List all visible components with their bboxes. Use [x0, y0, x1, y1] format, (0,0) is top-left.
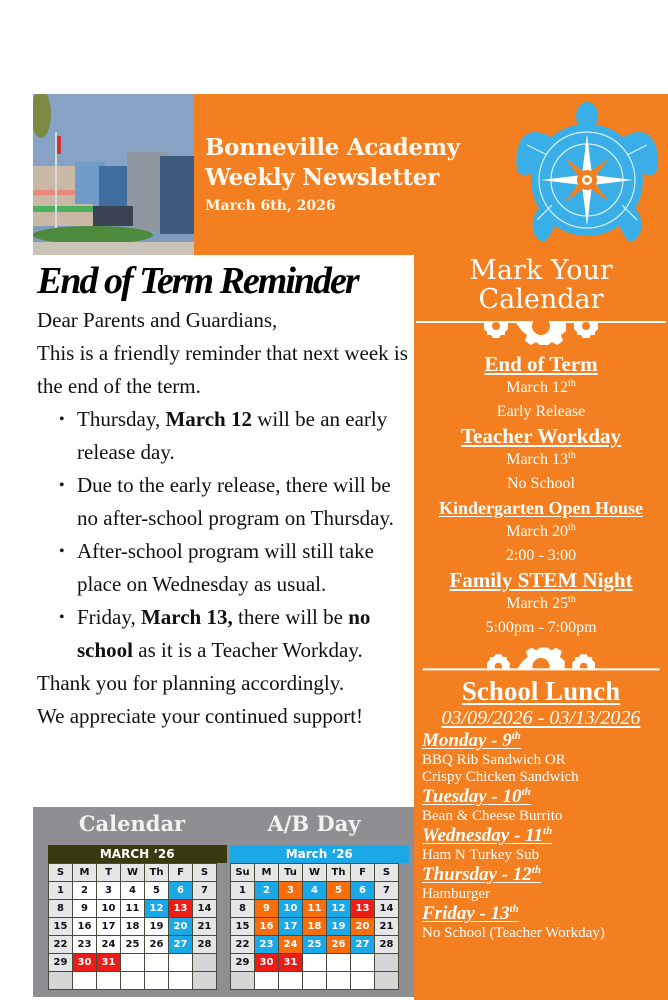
event-detail: 2:00 - 3:00: [505, 547, 577, 564]
closing-line: Thank you for planning accordingly.: [37, 671, 345, 695]
calendar-day: 19: [145, 918, 169, 936]
weekday-row: [231, 864, 399, 882]
mark-your-calendar-panel: [414, 255, 668, 1000]
event-title: Teacher Workday: [460, 424, 622, 448]
calendar-day: 1: [231, 882, 255, 900]
lunch-day-thursday: [414, 864, 668, 903]
reminder-emphasis: no school: [77, 605, 371, 662]
title-line: Mark Your: [469, 255, 613, 286]
lunch-day-title: [414, 903, 668, 925]
ordinal-suffix: th: [567, 450, 576, 461]
lunch-item: Hamburger: [422, 886, 491, 902]
event-date-text: March 25: [506, 595, 568, 612]
school-photo: [33, 94, 194, 255]
event-date: [414, 592, 668, 616]
calendar-day: 3: [279, 882, 303, 900]
newsletter-date: March 6th, 2026: [205, 198, 336, 214]
ordinal-suffix: th: [543, 825, 553, 837]
greeting: Dear Parents and Guardians,: [37, 308, 278, 332]
calendars-panel: [33, 807, 414, 997]
calendar-empty-cell: [303, 954, 327, 972]
calendar-day: 21: [193, 918, 217, 936]
calendar-empty-cell: [327, 954, 351, 972]
calendar-day: 31: [97, 954, 121, 972]
calendar-day: 8: [49, 900, 73, 918]
lunch-day-title: [414, 730, 668, 752]
event-date: [414, 376, 668, 400]
calendar-day: 25: [121, 936, 145, 954]
reminder-text: will be an early release day.: [77, 407, 388, 464]
calendar-day: 7: [193, 882, 217, 900]
calendar-empty-cell: [145, 972, 169, 990]
reminder-item: [59, 601, 414, 667]
week-row: [49, 936, 217, 954]
ordinal-suffix: th: [509, 903, 519, 915]
calendar-day: 9: [73, 900, 97, 918]
ordinal-suffix: th: [521, 786, 531, 798]
calendar-empty-cell: [279, 972, 303, 990]
event-date-text: March 12: [506, 379, 568, 396]
lunch-day-title: [414, 864, 668, 886]
weekday-label: Th: [327, 864, 351, 882]
week-row: [231, 954, 399, 972]
calendar-day: 20: [169, 918, 193, 936]
calendar-day: 18: [121, 918, 145, 936]
ordinal-suffix: th: [567, 594, 576, 605]
calendar-day: 20: [351, 918, 375, 936]
calendar-day: 30: [73, 954, 97, 972]
ordinal-suffix: th: [531, 864, 541, 876]
week-row: [231, 936, 399, 954]
week-row: [49, 954, 217, 972]
calendar-heading: Calendar: [78, 811, 186, 836]
weekday-label: S: [49, 864, 73, 882]
event-title: Family STEM Night: [449, 568, 633, 592]
turtle-logo-icon: [507, 100, 667, 248]
calendar-day: 9: [255, 900, 279, 918]
calendar-day: 10: [97, 900, 121, 918]
event-date-text: March 20: [506, 523, 568, 540]
weekday-label: Tu: [279, 864, 303, 882]
calendar-day: 15: [231, 918, 255, 936]
calendar-day: 11: [303, 900, 327, 918]
weekday-label: T: [97, 864, 121, 882]
weekday-label: F: [169, 864, 193, 882]
calendar-empty-cell: [375, 954, 399, 972]
event-kindergarten-open-house: [414, 496, 668, 568]
week-row: [231, 882, 399, 900]
newsletter-header: [205, 133, 460, 217]
calendar-day: 21: [375, 918, 399, 936]
calendar-day: 1: [49, 882, 73, 900]
calendar-empty-cell: [169, 954, 193, 972]
lunch-day-text: Monday - 9: [422, 730, 512, 751]
lunch-date-range: 03/09/2026 - 03/13/2026: [441, 707, 641, 729]
calendar-day: 19: [327, 918, 351, 936]
calendar-day: 23: [255, 936, 279, 954]
reminder-text: After-school program will still take place on Wednesday as usual.: [77, 539, 375, 596]
weekday-label: M: [255, 864, 279, 882]
calendar-day: 30: [255, 954, 279, 972]
calendar-day: 28: [193, 936, 217, 954]
event-title: End of Term: [484, 352, 598, 376]
lunch-day-wednesday: [414, 825, 668, 864]
lunch-day-text: Friday - 13: [422, 903, 510, 924]
event-date-text: March 13: [506, 451, 568, 468]
calendar-day: 13: [351, 900, 375, 918]
calendar-empty-cell: [351, 972, 375, 990]
calendar-empty-cell: [327, 972, 351, 990]
reminder-text: as it is a Teacher Workday.: [133, 638, 363, 662]
reminder-item: [59, 535, 414, 601]
calendar-empty-cell: [255, 972, 279, 990]
calendar-day: 29: [231, 954, 255, 972]
calendar-empty-cell: [303, 972, 327, 990]
calendar-day: 26: [145, 936, 169, 954]
calendar-table: [48, 863, 217, 990]
calendar-day: 25: [303, 936, 327, 954]
lunch-item: Ham N Turkey Sub: [422, 847, 540, 863]
calendar-day: 6: [351, 882, 375, 900]
calendar-table: [230, 863, 399, 990]
calendar-day: 28: [375, 936, 399, 954]
calendar-day: 5: [145, 882, 169, 900]
week-row: [49, 918, 217, 936]
calendar-day: 27: [351, 936, 375, 954]
end-of-term-article: [37, 258, 414, 733]
reminder-list: [37, 403, 414, 667]
calendar-day: 26: [327, 936, 351, 954]
reminder-text: there will be: [232, 605, 349, 629]
calendar-month-header: MARCH ‘26: [48, 845, 227, 863]
calendar-empty-cell: [193, 954, 217, 972]
week-row: [231, 900, 399, 918]
ordinal-suffix: th: [567, 378, 576, 389]
calendar-day: 2: [255, 882, 279, 900]
calendar-day: 15: [49, 918, 73, 936]
calendar-day: 14: [375, 900, 399, 918]
event-end-of-term: [414, 352, 668, 424]
lunch-day-title: [414, 786, 668, 808]
lunch-item: No School (Teacher Workday): [422, 925, 605, 941]
weekday-label: F: [351, 864, 375, 882]
event-family-stem-night: [414, 568, 668, 640]
school-lunch-title: School Lunch: [461, 676, 621, 706]
calendar-empty-cell: [351, 954, 375, 972]
mark-your-calendar-title: [414, 255, 668, 314]
newsletter-title: Weekly Newsletter: [205, 164, 439, 191]
calendar-day: 17: [97, 918, 121, 936]
reminder-date: March 12: [165, 407, 252, 431]
calendar-day: 13: [169, 900, 193, 918]
calendar-empty-cell: [145, 954, 169, 972]
lunch-day-tuesday: [414, 786, 668, 825]
event-detail: No School: [507, 475, 575, 492]
lunch-day-friday: [414, 903, 668, 942]
gear-divider-icon: [414, 640, 668, 676]
week-row: [231, 918, 399, 936]
lunch-item: Bean & Cheese Burrito: [422, 808, 563, 824]
weekday-label: W: [121, 864, 145, 882]
lunch-day-monday: [414, 730, 668, 786]
calendar-empty-cell: [49, 972, 73, 990]
lunch-day-text: Wednesday - 11: [422, 825, 544, 846]
calendar-empty-cell: [121, 972, 145, 990]
calendar-day: 12: [145, 900, 169, 918]
calendar-day: 27: [169, 936, 193, 954]
intro-paragraph: This is a friendly reminder that next week is the end of the term.: [37, 341, 408, 398]
calendar-month-header: March ‘26: [230, 845, 409, 863]
calendar-day: 2: [73, 882, 97, 900]
reminder-text: Thursday,: [77, 407, 166, 431]
calendar-day: 8: [231, 900, 255, 918]
event-title: Kindergarten Open House: [438, 498, 643, 518]
weekday-label: S: [193, 864, 217, 882]
event-detail: Early Release: [496, 403, 586, 420]
calendar-day: 29: [49, 954, 73, 972]
calendar-day: 16: [255, 918, 279, 936]
lunch-item: BBQ Rib Sandwich OR: [422, 752, 566, 768]
weekday-label: S: [375, 864, 399, 882]
ab-day-heading: A/B Day: [267, 811, 361, 836]
calendar-day: 14: [193, 900, 217, 918]
calendar-day: 24: [279, 936, 303, 954]
calendar-day: 22: [231, 936, 255, 954]
calendar-day: 10: [279, 900, 303, 918]
calendar-empty-cell: [121, 954, 145, 972]
week-row: [49, 972, 217, 990]
week-row: [49, 882, 217, 900]
week-row: [231, 972, 399, 990]
event-teacher-workday: [414, 424, 668, 496]
calendar-day: 3: [97, 882, 121, 900]
weekday-label: M: [73, 864, 97, 882]
title-line: Calendar: [478, 284, 604, 315]
closing-line: We appreciate your continued support!: [37, 704, 364, 728]
calendar-day: 11: [121, 900, 145, 918]
weekday-row: [49, 864, 217, 882]
calendar-day: 23: [73, 936, 97, 954]
lunch-day-title: [414, 825, 668, 847]
article-title: End of Term Reminder: [37, 260, 358, 302]
week-row: [49, 900, 217, 918]
calendar-day: 4: [121, 882, 145, 900]
weekday-label: Th: [145, 864, 169, 882]
school-name: Bonneville Academy: [205, 134, 460, 161]
calendar-empty-cell: [169, 972, 193, 990]
calendar-day: 17: [279, 918, 303, 936]
calendar-day: 18: [303, 918, 327, 936]
calendar-empty-cell: [375, 972, 399, 990]
calendar-day: 31: [279, 954, 303, 972]
event-date: [414, 520, 668, 544]
reminder-date: March 13,: [140, 605, 233, 629]
ab-day-calendar: [230, 845, 409, 990]
event-detail: 5:00pm - 7:00pm: [485, 619, 597, 636]
calendar-empty-cell: [97, 972, 121, 990]
calendar-day: 6: [169, 882, 193, 900]
ordinal-suffix: th: [567, 522, 576, 533]
reminder-text: Due to the early release, there will be no after-school program on Thursday.: [77, 473, 394, 530]
calendar-day: 22: [49, 936, 73, 954]
gear-divider-icon: [414, 314, 668, 352]
calendar-empty-cell: [231, 972, 255, 990]
calendar-day: 24: [97, 936, 121, 954]
event-date: [414, 448, 668, 472]
calendar-day: 16: [73, 918, 97, 936]
reminder-text: Friday,: [77, 605, 141, 629]
lunch-day-text: Tuesday - 10: [422, 786, 522, 807]
march-calendar: [48, 845, 227, 990]
weekday-label: W: [303, 864, 327, 882]
calendar-empty-cell: [73, 972, 97, 990]
calendar-day: 5: [327, 882, 351, 900]
calendar-empty-cell: [193, 972, 217, 990]
weekday-label: Su: [231, 864, 255, 882]
calendar-day: 4: [303, 882, 327, 900]
calendar-day: 12: [327, 900, 351, 918]
reminder-item: [59, 403, 414, 469]
ordinal-suffix: th: [511, 730, 521, 742]
lunch-item: Crispy Chicken Sandwich: [422, 769, 579, 785]
calendar-day: 7: [375, 882, 399, 900]
lunch-day-text: Thursday - 12: [422, 864, 532, 885]
reminder-item: [59, 469, 414, 535]
